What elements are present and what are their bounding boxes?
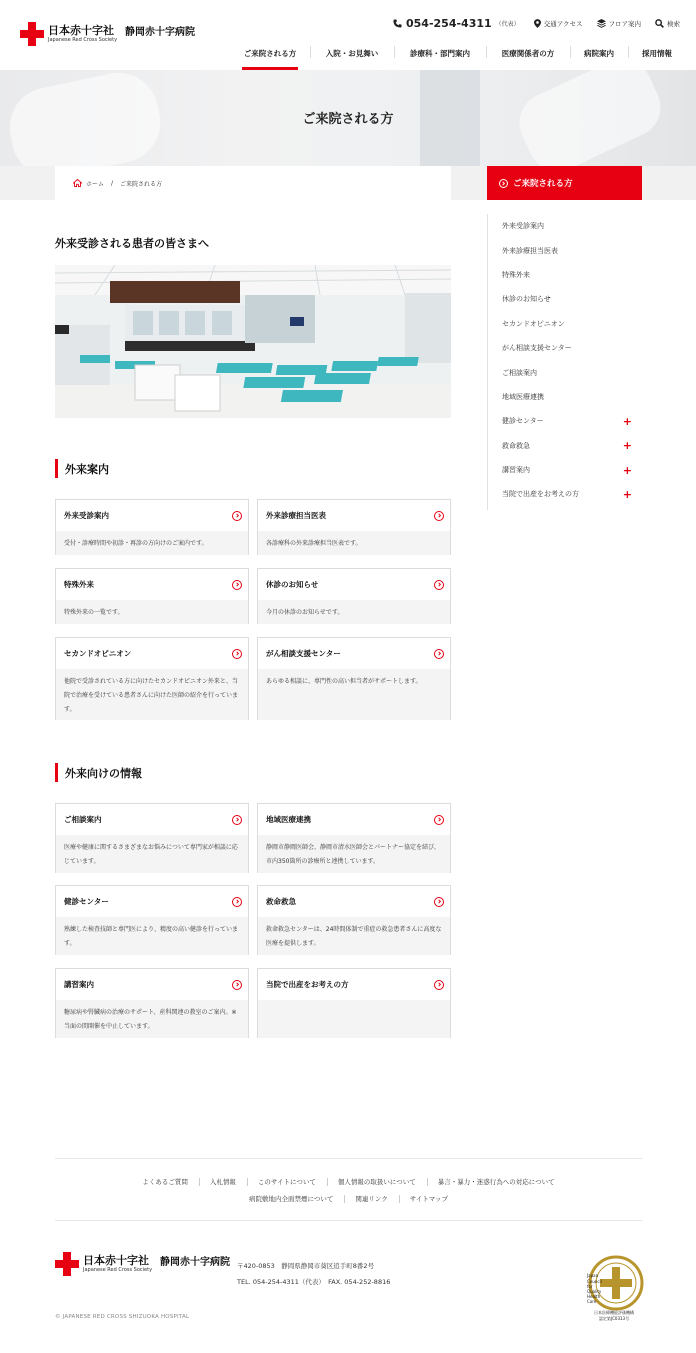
chevron-right-icon xyxy=(434,897,444,907)
side-nav-item[interactable]: 外来診療担当医表 xyxy=(502,246,558,255)
phone-number: 054-254-4311 xyxy=(406,16,492,30)
side-nav-item[interactable]: 外来受診案内 xyxy=(502,222,544,231)
chevron-right-icon xyxy=(434,511,444,521)
side-nav xyxy=(487,214,642,510)
chevron-right-icon xyxy=(232,649,242,659)
access-link[interactable] xyxy=(534,19,583,28)
card-cancer-support[interactable]: がん相談支援センター あらゆる相談に、専門性の高い担当者がサポートします。 xyxy=(257,637,451,720)
breadcrumb-current: ご来院される方 xyxy=(120,180,163,188)
side-nav-item[interactable]: 救命救急 + xyxy=(502,439,632,453)
logo-english: Japanese Red Cross Society xyxy=(48,37,118,43)
utility-nav xyxy=(393,16,680,30)
site-logo[interactable] xyxy=(20,22,195,46)
side-nav-item[interactable]: 健診センター + xyxy=(502,414,632,428)
outpatient-lobby-photo xyxy=(55,265,451,418)
breadcrumb: ホーム / ご来院される方 xyxy=(55,166,451,200)
svg-text:Health: Health xyxy=(587,1294,601,1299)
red-cross-icon xyxy=(20,22,44,46)
card-special-outpatient[interactable]: 特殊外来 特殊外来の一覧です。 xyxy=(55,568,249,624)
chevron-right-icon xyxy=(232,980,242,990)
svg-text:for: for xyxy=(587,1284,593,1289)
side-nav-item[interactable]: 当院で出産をお考えの方 + xyxy=(502,487,632,501)
floor-link[interactable] xyxy=(597,19,642,28)
plus-icon[interactable]: + xyxy=(622,439,632,453)
svg-text:認定第JC0313号: 認定第JC0313号 xyxy=(598,1316,630,1321)
quality-certification-seal xyxy=(584,1253,644,1321)
card-health-checkup[interactable]: 健診センター 熟練した検査技師と専門医により、精度の高い健診を行っています。 xyxy=(55,885,249,955)
card-second-opinion[interactable]: セカンドオピニオン 他院で受診されている方に向けたセカンドオピニオン外来と、当院で治療を受けている患者さんに向けた医師の紹介を行っています。 xyxy=(55,637,249,720)
chevron-right-icon xyxy=(232,815,242,825)
side-nav-item[interactable]: がん相談支援センター xyxy=(502,344,572,353)
global-nav xyxy=(230,37,686,70)
footer-link[interactable]: このサイトについて xyxy=(247,1177,327,1186)
plus-icon[interactable]: + xyxy=(622,414,632,428)
footer-links-row1 xyxy=(55,1177,642,1186)
svg-text:日本医療機能評価機構: 日本医療機能評価機構 xyxy=(594,1310,634,1315)
nav-medical-professionals[interactable]: 医療関係者の方 xyxy=(486,37,570,70)
chevron-right-icon xyxy=(434,649,444,659)
home-icon xyxy=(73,179,82,187)
chevron-right-icon xyxy=(434,815,444,825)
footer-link[interactable]: 暴言・暴力・迷惑行為への対応について xyxy=(427,1177,566,1186)
search-label: 検索 xyxy=(667,19,680,28)
chevron-right-icon xyxy=(434,980,444,990)
floor-label: フロア案内 xyxy=(608,19,641,28)
plus-icon[interactable]: + xyxy=(622,463,632,477)
site-header xyxy=(0,0,696,70)
chevron-right-icon xyxy=(434,580,444,590)
footer-link[interactable]: 個人情報の取扱いについて xyxy=(327,1177,427,1186)
svg-text:Council: Council xyxy=(587,1279,602,1284)
red-cross-icon xyxy=(55,1252,79,1276)
breadcrumb-home[interactable]: ホーム xyxy=(86,180,105,188)
logo-japanese: 日本赤十字社 xyxy=(48,24,114,37)
plus-icon[interactable]: + xyxy=(622,487,632,501)
search-link[interactable] xyxy=(655,19,680,28)
postal-address: 〒420-0853 静岡県静岡市葵区追手町8番2号 xyxy=(237,1262,375,1270)
card-closure-notice[interactable]: 休診のお知らせ 今月の休診のお知らせです。 xyxy=(257,568,451,624)
nav-departments[interactable]: 診療科・部門案内 xyxy=(394,37,486,70)
chevron-right-icon xyxy=(499,179,508,188)
card-doctor-schedule[interactable]: 外来診療担当医表 各診療科の外来診療担当医表です。 xyxy=(257,499,451,555)
side-nav-title[interactable]: ご来院される方 xyxy=(487,166,642,200)
section-outpatient-info-title: 外来向けの情報 xyxy=(55,763,142,782)
side-nav-item[interactable]: セカンドオピニオン xyxy=(502,319,565,328)
footer-contact: TEL. 054-254-4311（代表） FAX. 054-252-8816 xyxy=(237,1278,391,1286)
side-nav-item[interactable]: ご相談案内 xyxy=(502,368,537,377)
page-title: ご来院される方 xyxy=(302,112,394,127)
svg-text:Japan: Japan xyxy=(587,1273,599,1278)
footer-link[interactable]: サイトマップ xyxy=(399,1194,459,1203)
card-classes[interactable]: 講習案内 糖尿病や腎臓病の治療のサポート、産科関連の教室のご案内。※当面の間開催を中止しています。 xyxy=(55,968,249,1038)
copyright: © JAPANESE RED CROSS SHIZUOKA HOSPITAL xyxy=(55,1314,190,1320)
footer-logo[interactable]: 日本赤十字社 Japanese Red Cross Society 静岡赤十字病院 xyxy=(55,1252,230,1276)
side-nav-item[interactable]: 特殊外来 xyxy=(502,270,530,279)
phone-link[interactable] xyxy=(393,17,520,30)
hospital-name: 静岡赤十字病院 xyxy=(125,26,196,38)
nav-recruit[interactable]: 採用情報 xyxy=(628,37,686,70)
card-outpatient-guide[interactable]: 外来受診案内 受付・診療時間や初診・再診の方向けのご案内です。 xyxy=(55,499,249,555)
svg-text:Quality: Quality xyxy=(587,1289,602,1294)
footer-link[interactable]: 入札情報 xyxy=(199,1177,247,1186)
side-nav-item[interactable]: 講習案内 + xyxy=(502,463,632,477)
svg-text:Care: Care xyxy=(587,1299,597,1304)
side-nav-item[interactable]: 休診のお知らせ xyxy=(502,295,551,304)
nav-visitors[interactable]: ご来院される方 xyxy=(230,37,310,70)
side-nav-item[interactable]: 地域医療連携 xyxy=(502,392,544,401)
main-heading: 外来受診される患者の皆さまへ xyxy=(55,237,209,250)
footer-link[interactable]: 病院敷地内全面禁煙について xyxy=(248,1195,334,1203)
card-regional-cooperation[interactable]: 地域医療連携 静岡市静岡医師会、静岡市清水医師会とパートナー協定を結び、市内350箇所の診療所と連携しています。 xyxy=(257,803,451,873)
footer-address xyxy=(237,1258,390,1290)
chevron-right-icon xyxy=(232,580,242,590)
footer-link[interactable]: よくあるご質問 xyxy=(142,1178,188,1186)
nav-inpatient[interactable]: 入院・お見舞い xyxy=(310,37,394,70)
footer-links-row2 xyxy=(55,1194,642,1203)
card-consultation[interactable]: ご相談案内 医療や健康に関するさまざまなお悩みについて専門家が相談に応じています。 xyxy=(55,803,249,873)
footer-link[interactable]: 関連リンク xyxy=(344,1194,398,1203)
map-pin-icon xyxy=(534,19,541,28)
nav-hospital-info[interactable]: 病院案内 xyxy=(570,37,628,70)
card-emergency[interactable]: 救命救急 救命救急センターは、24時間体制で重症の救急患者さんに高度な医療を提供します。 xyxy=(257,885,451,955)
hero-banner xyxy=(0,70,696,166)
phone-icon xyxy=(393,19,402,28)
access-label: 交通アクセス xyxy=(543,19,583,28)
chevron-right-icon xyxy=(232,897,242,907)
card-childbirth[interactable]: 当院で出産をお考えの方 xyxy=(257,968,451,1038)
phone-note: （代表） xyxy=(495,20,520,28)
section-outpatient-guide-title: 外来案内 xyxy=(55,459,109,478)
search-icon xyxy=(655,19,664,28)
layers-icon xyxy=(597,19,606,28)
chevron-right-icon xyxy=(232,511,242,521)
